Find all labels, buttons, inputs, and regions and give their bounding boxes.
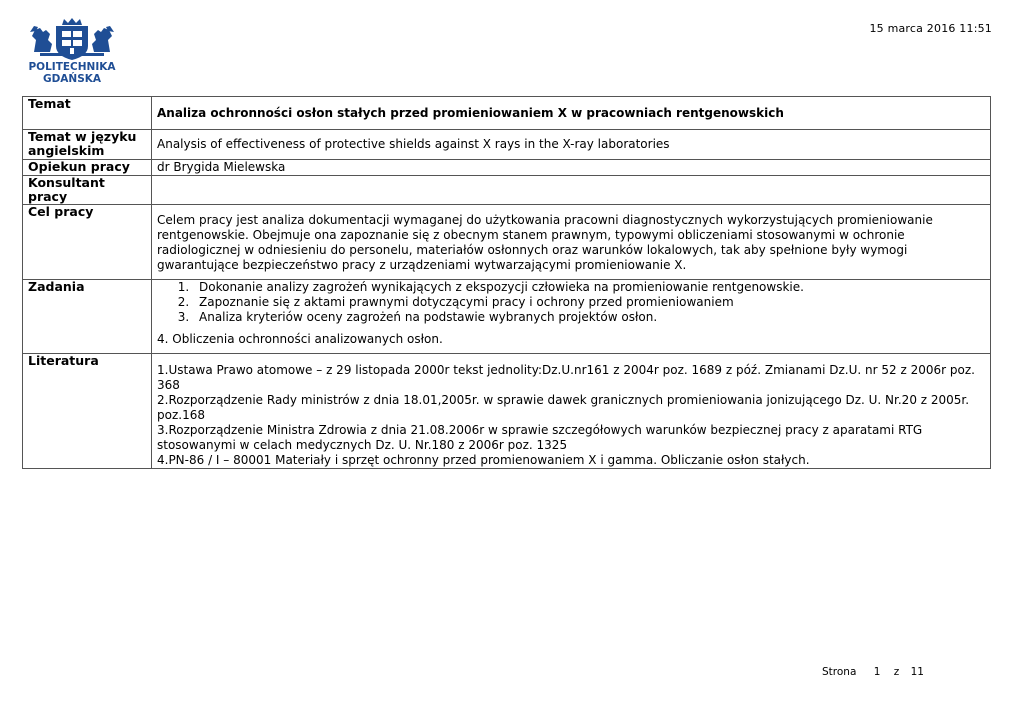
page-sep: z [893,666,900,678]
label-temat-en: Temat w języku angielskim [23,130,152,160]
document-date: 15 marca 2016 11:51 [869,22,992,35]
list-item: 1. Dokonanie analizy zagrożeń wynikających z ekspozycji człowieka na promieniowanie rentgenowskie. [193,280,985,295]
label-literatura: Literatura [23,354,152,469]
value-temat: Analiza ochronności osłon stałych przed promieniowaniem X w pracowniach rentgenowskich [152,97,991,130]
table-row [23,97,991,130]
value-cel: Celem pracy jest analiza dokumentacji wymaganej do użytkowania pracowni diagnostycznych wykorzystujących promieniowanie rentgenowskie. Obejmuje ona zapoznanie się z obecnym stanem prawnym, typowymi obliczeniami stosowanymi w ochronie radiologicznej w odniesieniu do personelu, materiałów osłonnych oraz warunków lokalowych, tak aby spełnione były wymogi gwarantujące bezpieczeństwo pracy z urządzeniami wytwarzającymi promieniowanie X. [152,205,991,280]
label-opiekun: Opiekun pracy [23,160,152,176]
value-temat-en: Analysis of effectiveness of protective shields against X rays in the X-ray laboratories [152,130,991,160]
table-row [23,130,991,160]
thesis-topic-table [22,96,991,469]
value-zadania [152,280,991,354]
list-item: 3. Analiza kryteriów oceny zagrożeń na podstawie wybranych projektów osłon. [193,310,985,325]
label-cel: Cel pracy [23,205,152,280]
page-label: Strona [822,666,857,678]
list-item: 3.Rozporządzenie Ministra Zdrowia z dnia 21.08.2006r w sprawie szczegółowych warunków bezpiecznej pracy z aparatami RTG stosowanymi w celach medycznych Dz. U. Nr.180 z 2006r poz. 1325 [157,423,923,452]
list-item: 1.Ustawa Prawo atomowe – z 29 listopada 2000r tekst jednolity:Dz.U.nr161 z 2004r poz. 1689 z póź. Zmianami Dz.U. nr 52 z 2006r poz. 368 [157,363,975,392]
list-item: 2.Rozporządzenie Rady ministrów z dnia 18.01,2005r. w sprawie dawek granicznych promieniowania jonizującego Dz. U. Nr.20 z 2005r. poz.168 [157,393,970,422]
value-opiekun: dr Brygida Mielewska [152,160,991,176]
politechnika-gdanska-logo [26,18,118,88]
tasks-list [157,280,985,325]
value-konsultant [152,176,991,205]
list-item: 2. Zapoznanie się z aktami prawnymi dotyczącymi pracy i ochrony przed promieniowaniem [193,295,985,310]
university-crest-icon [26,18,118,62]
page-footer [822,666,924,678]
list-item: 4.PN-86 / I – 80001 Materiały i sprzęt ochronny przed promienowaniem X i gamma. Obliczanie osłon stałych. [157,453,810,467]
table-row [23,205,991,280]
task-extra: 4. Obliczenia ochronności analizowanych osłon. [157,332,443,346]
table-row [23,160,991,176]
logo-text-line2: GDAŃSKA [42,73,102,85]
table-row [23,176,991,205]
label-konsultant: Konsultant pracy [23,176,152,205]
logo-text-line1: POLITECHNIKA [28,61,116,73]
page-current: 1 [873,666,881,678]
table-row [23,280,991,354]
value-literatura [152,354,991,469]
page-total: 11 [910,666,924,678]
table-row [23,354,991,469]
label-temat: Temat [23,97,152,130]
label-zadania: Zadania [23,280,152,354]
